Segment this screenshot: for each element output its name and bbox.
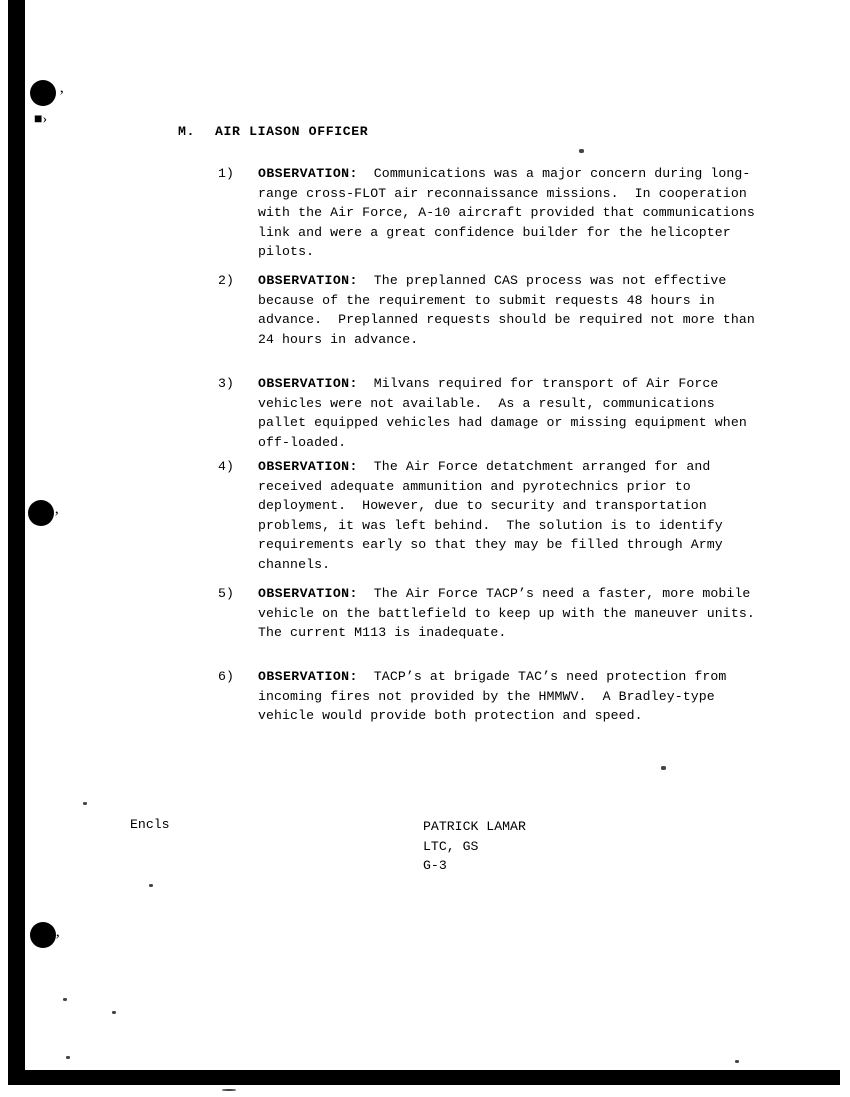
observation-text: Milvans required for transport of Air Force vehicles were not available. As a result, communications pallet equipped vehicles had damage or missing equipment when off-loaded. xyxy=(258,376,755,450)
observation-item xyxy=(218,584,771,643)
punch-hole-smudge: ’ xyxy=(59,88,65,105)
observation-body xyxy=(258,457,763,574)
observation-body xyxy=(258,374,763,452)
section-letter: M. xyxy=(178,124,196,139)
observation-label: OBSERVATION: xyxy=(258,376,358,391)
observation-body xyxy=(258,667,763,726)
signature-staff: G-3 xyxy=(423,858,447,873)
punch-hole-smudge: ’ xyxy=(54,509,60,526)
observation-text: TACP’s at brigade TAC’s need protection from incoming fires not provided by the HMMWV. A Bradley-type vehicle would provide both protection and speed. xyxy=(258,669,735,723)
observation-number: 1) xyxy=(218,166,235,181)
observation-text: The preplanned CAS process was not effective because of the requirement to submit requests 48 hours in advance. Preplanned requests should be required not more than 24 hours in advance. xyxy=(258,273,763,347)
observation-body xyxy=(258,271,763,349)
observation-number: 4) xyxy=(218,459,235,474)
observation-item xyxy=(218,271,763,349)
punch-hole-smudge: ’ xyxy=(55,932,61,949)
observation-body xyxy=(258,164,763,262)
observation-label: OBSERVATION: xyxy=(258,586,358,601)
section-title: AIR LIASON OFFICER xyxy=(215,124,369,139)
observation-text: The Air Force TACP’s need a faster, more mobile vehicle on the battlefield to keep up with the maneuver units. The current M113 is inadequate. xyxy=(258,586,771,640)
observation-label: OBSERVATION: xyxy=(258,273,358,288)
observation-item xyxy=(218,457,763,574)
observation-number: 6) xyxy=(218,669,235,684)
observation-text: The Air Force detatchment arranged for and received adequate ammunition and pyrotechnics prior to deployment. However, due to security and transportation problems, it was left behind. The solution is to identify requirements early so that they may be filled through Army channels. xyxy=(258,459,731,572)
signature-rank: LTC, GS xyxy=(423,838,479,854)
observation-body xyxy=(258,584,771,643)
observation-number: 3) xyxy=(218,376,235,391)
observation-item xyxy=(218,667,763,726)
observation-item xyxy=(218,374,763,452)
observation-label: OBSERVATION: xyxy=(258,459,358,474)
observation-label: OBSERVATION: xyxy=(258,166,358,181)
signature-name: PATRICK LAMAR xyxy=(423,819,526,834)
signature-block xyxy=(423,817,526,876)
section-heading xyxy=(178,124,368,139)
observation-item xyxy=(218,164,763,262)
observation-number: 2) xyxy=(218,273,235,288)
observation-label: OBSERVATION: xyxy=(258,669,358,684)
observation-number: 5) xyxy=(218,586,235,601)
punch-hole-smudge: ■› xyxy=(34,112,48,127)
observation-text: Communications was a major concern during long-range cross-FLOT air reconnaissance missions. In cooperation with the Air Force, A-10 aircraft provided that communications link and were a great confidence builder for the helicopter pilots. xyxy=(258,166,763,259)
enclosures-label: Encls xyxy=(130,817,170,832)
